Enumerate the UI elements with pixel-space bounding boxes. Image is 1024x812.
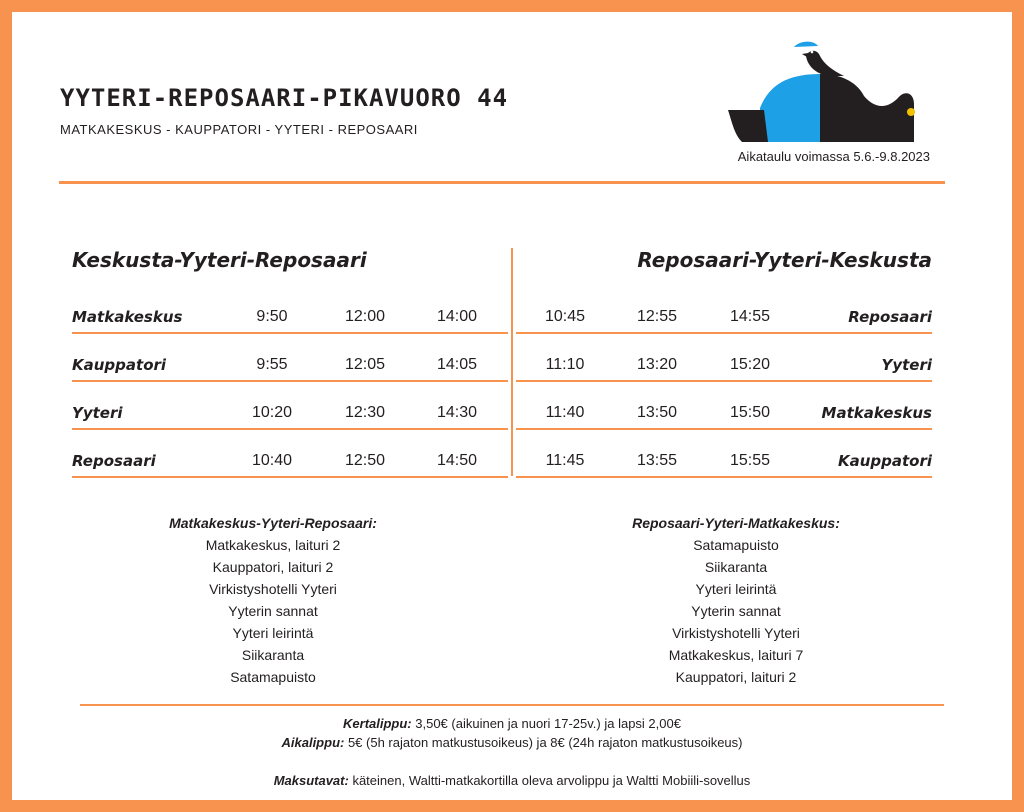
rock-dark-shape (820, 74, 914, 142)
outbound-row (72, 302, 508, 334)
list-item: Yyteri leirintä (232, 625, 314, 641)
stop-name: Yyteri (881, 356, 932, 374)
departure-time: 14:55 (729, 308, 771, 325)
departure-time: 13:50 (636, 404, 678, 421)
payment-methods-text: käteinen, Waltti-matkakortilla oleva arvolippu ja Waltti Mobiili-sovellus (348, 773, 751, 788)
departure-time: 14:30 (436, 404, 478, 421)
stop-name: Matkakeskus (72, 308, 183, 326)
departure-time: 14:00 (436, 308, 478, 325)
departure-time: 12:30 (344, 404, 386, 421)
list-item: Matkakeskus, laituri 7 (668, 647, 804, 663)
list-item: Virkistyshotelli Yyteri (209, 581, 337, 597)
list-item: Yyteri leirintä (695, 581, 777, 597)
period-ticket-text: 5€ (5h rajaton matkustusoikeus) ja 8€ (24h rajaton matkustusoikeus) (344, 735, 743, 750)
list-item: Satamapuisto (230, 669, 316, 685)
rock-ledge-shape (728, 110, 768, 142)
departure-time: 9:50 (256, 308, 288, 325)
inbound-stop-list (586, 512, 886, 688)
outbound-row (72, 350, 508, 382)
single-ticket-text: 3,50€ (aikuinen ja nuori 17-25v.) ja lapsi 2,00€ (411, 716, 681, 731)
bird-body-shape (806, 51, 844, 76)
bird-on-rock-icon (724, 38, 928, 144)
departure-time: 15:20 (729, 356, 771, 373)
rock-blue-shape (760, 74, 820, 142)
departure-time: 12:05 (344, 356, 386, 373)
departure-time: 11:10 (545, 356, 585, 373)
stop-name: Kauppatori (837, 452, 932, 470)
payment-methods-label: Maksutavat: (273, 773, 349, 788)
departure-time: 14:05 (436, 356, 478, 373)
list-item: Yyterin sannat (228, 603, 318, 619)
direction-divider (511, 248, 513, 476)
departure-time: 9:55 (256, 356, 288, 373)
departure-time: 15:50 (729, 404, 771, 421)
departure-time: 13:20 (636, 356, 678, 373)
payment-methods-line (80, 771, 944, 790)
list-item: Kauppatori, laituri 2 (212, 559, 334, 575)
stop-name: Reposaari (848, 308, 932, 326)
top-divider (59, 181, 945, 184)
page-title: YYTERI-REPOSAARI-PIKAVUORO 44 (60, 84, 509, 112)
stop-name: Yyteri (72, 404, 123, 422)
departure-time: 11:45 (545, 452, 585, 469)
list-item: Satamapuisto (693, 537, 779, 553)
bird-cap-shape (794, 42, 818, 47)
inbound-row (516, 350, 932, 382)
single-ticket-line (80, 714, 944, 733)
departure-time: 11:40 (545, 404, 585, 421)
route-subtitle: MATKAKESKUS - KAUPPATORI - YYTERI - REPOSAARI (60, 122, 418, 137)
stop-name: Reposaari (72, 452, 156, 470)
period-ticket-line (80, 733, 944, 752)
period-ticket-label: Aikalippu: (281, 735, 345, 750)
fare-info (80, 714, 944, 790)
outbound-heading: Keskusta-Yyteri-Reposaari (72, 248, 367, 272)
inbound-row (516, 302, 932, 334)
list-item: Kauppatori, laituri 2 (675, 669, 797, 685)
single-ticket-label: Kertalippu: (343, 716, 412, 731)
departure-time: 13:55 (636, 452, 678, 469)
list-item: Yyterin sannat (691, 603, 781, 619)
outbound-row (72, 446, 508, 478)
departure-time: 10:45 (544, 308, 586, 325)
departure-time: 15:55 (729, 452, 771, 469)
inbound-row (516, 446, 932, 478)
list-item: Siikaranta (704, 559, 768, 575)
bottom-divider (80, 704, 944, 706)
list-item: Matkakeskus, laituri 2 (205, 537, 341, 553)
departure-time: 12:55 (636, 308, 678, 325)
departure-time: 12:50 (344, 452, 386, 469)
stop-list-heading: Reposaari-Yyteri-Matkakeskus: (632, 515, 840, 531)
stop-name: Kauppatori (72, 356, 167, 374)
inbound-row (516, 398, 932, 430)
yellow-spot (907, 108, 915, 116)
list-item: Siikaranta (241, 647, 305, 663)
bird-beak-shape (802, 53, 808, 57)
departure-time: 12:00 (344, 308, 386, 325)
departure-time: 10:20 (251, 404, 293, 421)
departure-time: 10:40 (251, 452, 293, 469)
validity-text: Aikataulu voimassa 5.6.-9.8.2023 (737, 149, 930, 164)
outbound-stop-list (123, 512, 423, 688)
departure-time: 14:50 (436, 452, 478, 469)
stop-list-heading: Matkakeskus-Yyteri-Reposaari: (169, 515, 377, 531)
bird-eye (811, 51, 814, 54)
inbound-heading: Reposaari-Yyteri-Keskusta (637, 248, 932, 272)
list-item: Virkistyshotelli Yyteri (672, 625, 800, 641)
stop-name: Matkakeskus (821, 404, 932, 422)
outbound-row (72, 398, 508, 430)
